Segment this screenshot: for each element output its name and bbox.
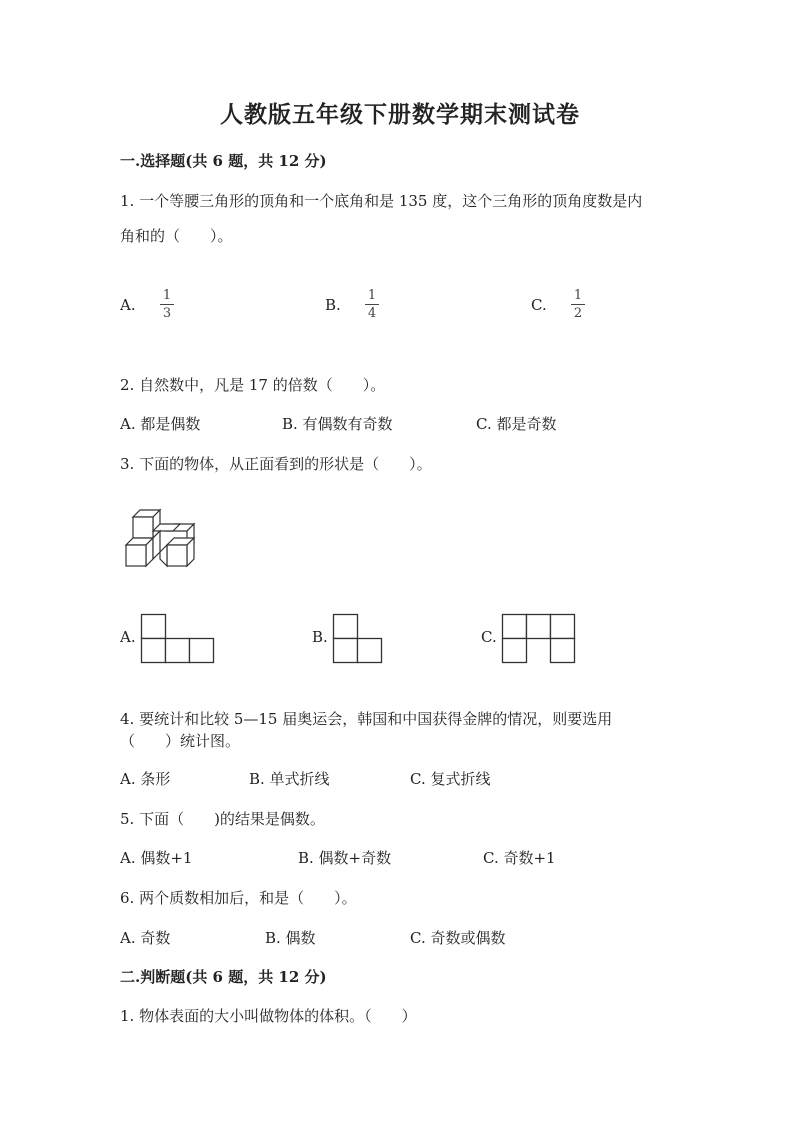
- question-4-text-line1: 4. 要统计和比较 5—15 届奥运会，韩国和中国获得金牌的情况，则要选用: [120, 710, 613, 728]
- q2-option-b: B. 有偶数有奇数: [282, 415, 393, 433]
- q1-option-b-letter: B.: [325, 296, 341, 314]
- q1-option-a-letter: A.: [120, 296, 136, 314]
- page-title: 人教版五年级下册数学期末测试卷: [220, 101, 580, 128]
- q3-option-a-letter: A.: [120, 628, 136, 646]
- q5-option-a: A. 偶数+1: [120, 849, 193, 867]
- q6-option-a: A. 奇数: [120, 929, 171, 947]
- q1-option-b-fraction: [365, 288, 379, 321]
- question-1-text-line1: 1. 一个等腰三角形的顶角和一个底角和是 135 度，这个三角形的顶角度数是内: [120, 192, 643, 210]
- q3-option-b-shape: [333, 614, 383, 664]
- question-5-text: 5. 下面（ )的结果是偶数。: [120, 810, 325, 828]
- q2-option-c: C. 都是奇数: [476, 415, 557, 433]
- fraction-numerator: 1: [162, 288, 172, 303]
- question-3-text: 3. 下面的物体，从正面看到的形状是（ ）。: [120, 455, 432, 473]
- question-6-text: 6. 两个质数相加后，和是（ ）。: [120, 889, 357, 907]
- q1-option-c-fraction: [571, 288, 585, 321]
- q3-option-c-letter: C.: [481, 628, 497, 646]
- judgement-1-text: 1. 物体表面的大小叫做物体的体积。（ ）: [120, 1007, 417, 1025]
- question-4-text-line2: （ ）统计图。: [120, 732, 241, 750]
- q5-option-b: B. 偶数+奇数: [298, 849, 392, 867]
- q5-option-c: C. 奇数+1: [483, 849, 556, 867]
- fraction-denominator: 2: [573, 306, 583, 321]
- q4-option-a: A. 条形: [120, 770, 171, 788]
- q4-option-c: C. 复式折线: [410, 770, 491, 788]
- fraction-denominator: 3: [162, 306, 172, 321]
- fraction-bar: [571, 304, 585, 305]
- q1-option-a-fraction: [160, 288, 174, 321]
- section-heading-choice: 一.选择题(共 6 题，共 12 分): [120, 152, 327, 170]
- fraction-bar: [365, 304, 379, 305]
- q1-option-c-letter: C.: [531, 296, 547, 314]
- q6-option-b: B. 偶数: [265, 929, 316, 947]
- question-1-text-line2: 角和的（ ）。: [120, 227, 233, 245]
- section-heading-judgement: 二.判断题(共 6 题，共 12 分): [120, 968, 327, 986]
- question-2-text: 2. 自然数中，凡是 17 的倍数（ ）。: [120, 376, 386, 394]
- q3-option-c-shape: [502, 614, 576, 664]
- q6-option-c: C. 奇数或偶数: [410, 929, 506, 947]
- fraction-bar: [160, 304, 174, 305]
- q2-option-a: A. 都是偶数: [120, 415, 201, 433]
- fraction-numerator: 1: [367, 288, 377, 303]
- fraction-numerator: 1: [573, 288, 583, 303]
- q4-option-b: B. 单式折线: [249, 770, 330, 788]
- fraction-denominator: 4: [367, 306, 377, 321]
- q3-option-b-letter: B.: [312, 628, 328, 646]
- q3-cube-object-figure: [120, 505, 210, 575]
- q3-option-a-shape: [141, 614, 215, 664]
